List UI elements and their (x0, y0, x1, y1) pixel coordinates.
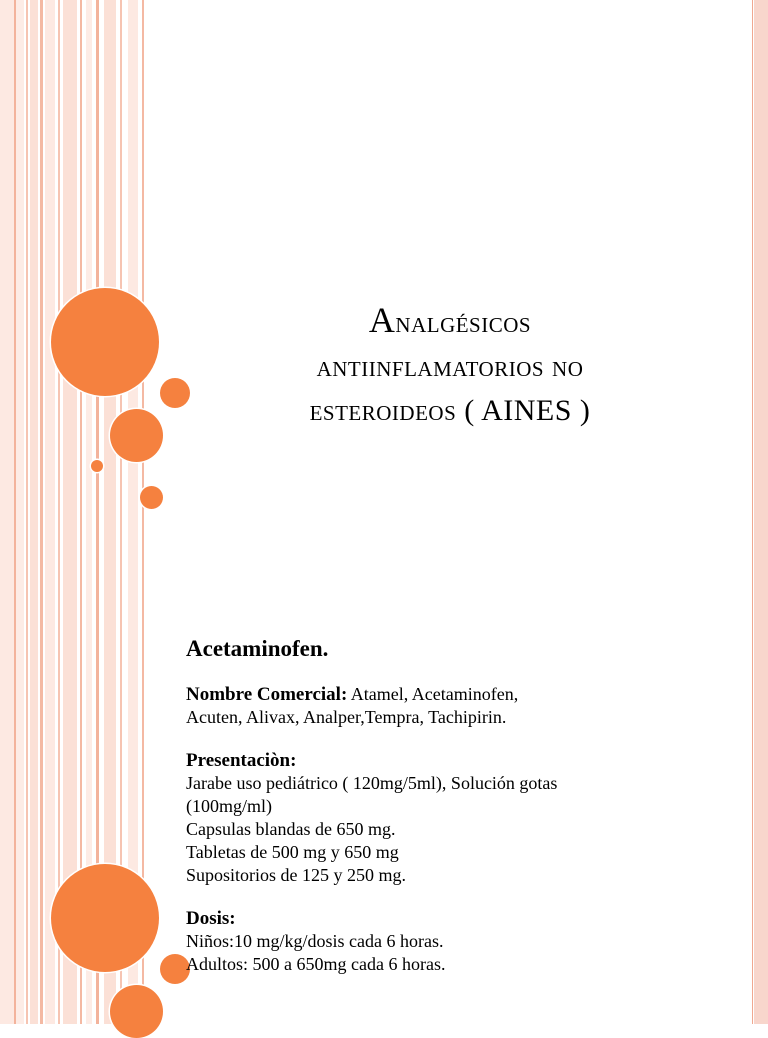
title-line-1 (200, 298, 700, 345)
medium-circle (110, 409, 163, 462)
drug-info (186, 633, 706, 976)
title-line-2: antiinflamatorios no (316, 350, 584, 383)
medium-circle-bottom (110, 985, 163, 1038)
right-decorative-bar (754, 0, 768, 1024)
commercial-name-value: Atamel, Acetaminofen, (350, 684, 519, 704)
title-line-3: esteroideos ( AINES ) (309, 394, 591, 427)
dose-label: Dosis: (186, 908, 236, 929)
small-circle (160, 378, 190, 408)
large-circle-top (51, 288, 159, 396)
commercial-name-label: Nombre Comercial: (186, 684, 348, 705)
slide-title (200, 298, 700, 433)
presentation-label: Presentaciòn: (186, 750, 297, 771)
presentation-item: (100mg/ml) (186, 796, 272, 816)
title-initial: A (368, 300, 396, 340)
dose-item: Niños:10 mg/kg/dosis cada 6 horas. (186, 931, 444, 951)
presentation-item: Supositorios de 125 y 250 mg. (186, 865, 407, 885)
small-circle-2 (140, 486, 163, 509)
right-divider-line (752, 0, 753, 1024)
tiny-circle (91, 460, 103, 472)
commercial-name-value-2: Acuten, Alivax, Analper,Tempra, Tachipirin. (186, 707, 507, 727)
title-line-1-rest: nalgésicos (395, 306, 532, 339)
presentation-item: Jarabe uso pediátrico ( 120mg/5ml), Solución gotas (186, 773, 558, 793)
commercial-name-line (186, 683, 706, 706)
large-circle-bottom (51, 864, 159, 972)
presentation-item: Tabletas de 500 mg y 650 mg (186, 842, 399, 862)
presentation-item: Capsulas blandas de 650 mg. (186, 819, 396, 839)
drug-name: Acetaminofen. (186, 636, 329, 661)
dose-item: Adultos: 500 a 650mg cada 6 horas. (186, 954, 446, 974)
